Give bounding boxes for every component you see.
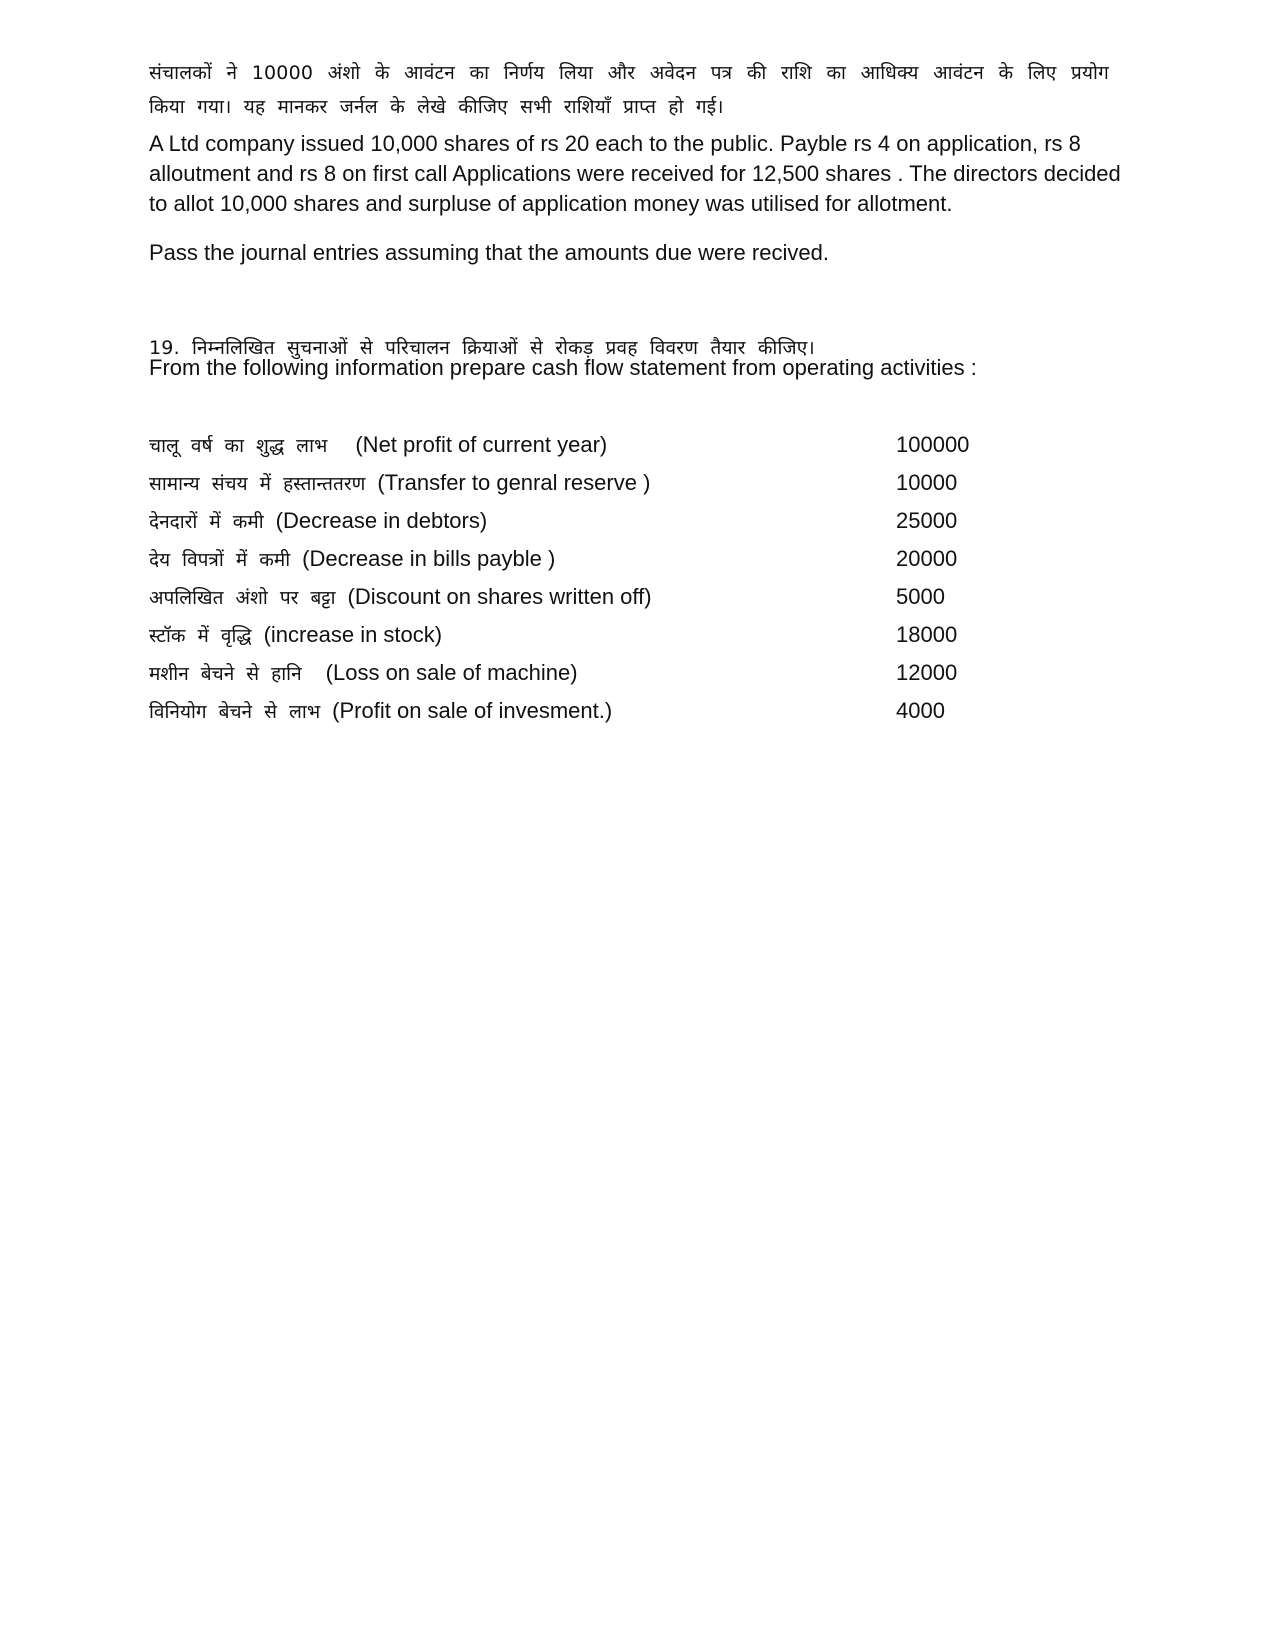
- item-hindi: चालू वर्ष का शुद्ध लाभ: [149, 435, 328, 457]
- item-english: (Profit on sale of invesment.): [332, 698, 613, 723]
- item-amount: 18000: [896, 622, 958, 647]
- item-amount: 100000: [896, 432, 970, 457]
- table-row: [149, 470, 1049, 508]
- item-amount: 5000: [896, 584, 945, 609]
- item-english: (increase in stock): [263, 622, 443, 647]
- item-label: [149, 508, 487, 534]
- item-hindi: देय विपत्रों में कमी: [149, 549, 291, 571]
- table-row: [149, 622, 1049, 660]
- item-label: [149, 432, 607, 458]
- item-label: [149, 584, 652, 610]
- item-amount: 10000: [896, 470, 958, 495]
- item-amount: 12000: [896, 660, 958, 685]
- item-english: (Decrease in debtors): [275, 508, 488, 533]
- question-19-english: From the following information prepare cash flow statement from operating activities :: [149, 355, 977, 380]
- item-hindi: सामान्य संचय में हस्तान्ततरण: [149, 473, 366, 495]
- question-19-hindi: 19. निम्नलिखित सुचनाओं से परिचालन क्रियाओं से रोकड़ प्रवह विवरण तैयार कीजिए।: [149, 337, 815, 359]
- item-label: [149, 698, 612, 724]
- table-row: [149, 584, 1049, 622]
- item-english: (Loss on sale of machine): [325, 660, 578, 685]
- item-hindi: विनियोग बेचने से लाभ: [149, 701, 321, 723]
- item-amount: 4000: [896, 698, 945, 723]
- intro-instruction: Pass the journal entries assuming that the amounts due were recived.: [149, 240, 829, 265]
- item-hindi: अपलिखित अंशो पर बट्टा: [149, 587, 336, 609]
- item-label: [149, 470, 650, 496]
- item-hindi: स्टॉक में वृद्धि: [149, 625, 252, 647]
- table-row: [149, 432, 1049, 470]
- intro-english-paragraph: A Ltd company issued 10,000 shares of rs 20 each to the public. Payble rs 4 on application, rs 8 alloutment and rs 8 on first call Applications were received for 12,500 shares . The directors decided to allot 10,000 shares and surpluse of application money was utilised for allotment.: [149, 131, 1121, 216]
- item-english: (Transfer to genral reserve ): [377, 470, 651, 495]
- item-english: (Decrease in bills payble ): [302, 546, 556, 571]
- intro-hindi-paragraph: संचालकों ने 10000 अंशो के आवंटन का निर्णय लिया और अवेदन पत्र की राशि का आधिक्य आवंटन के लिए प्रयोग किया गया। यह मानकर जर्नल के लेखे कीजिए सभी राशियाँ प्राप्त हो गई।: [149, 62, 1109, 118]
- item-english: (Net profit of current year): [355, 432, 608, 457]
- item-label: [149, 546, 555, 572]
- item-amount: 20000: [896, 546, 958, 571]
- item-amount: 25000: [896, 508, 958, 533]
- item-label: [149, 660, 578, 686]
- item-hindi: देनदारों में कमी: [149, 511, 264, 533]
- item-english: (Discount on shares written off): [347, 584, 652, 609]
- item-hindi: मशीन बेचने से हानि: [149, 663, 302, 685]
- table-row: [149, 508, 1049, 546]
- table-row: [149, 698, 1049, 736]
- table-row: [149, 660, 1049, 698]
- item-label: [149, 622, 442, 648]
- table-row: [149, 546, 1049, 584]
